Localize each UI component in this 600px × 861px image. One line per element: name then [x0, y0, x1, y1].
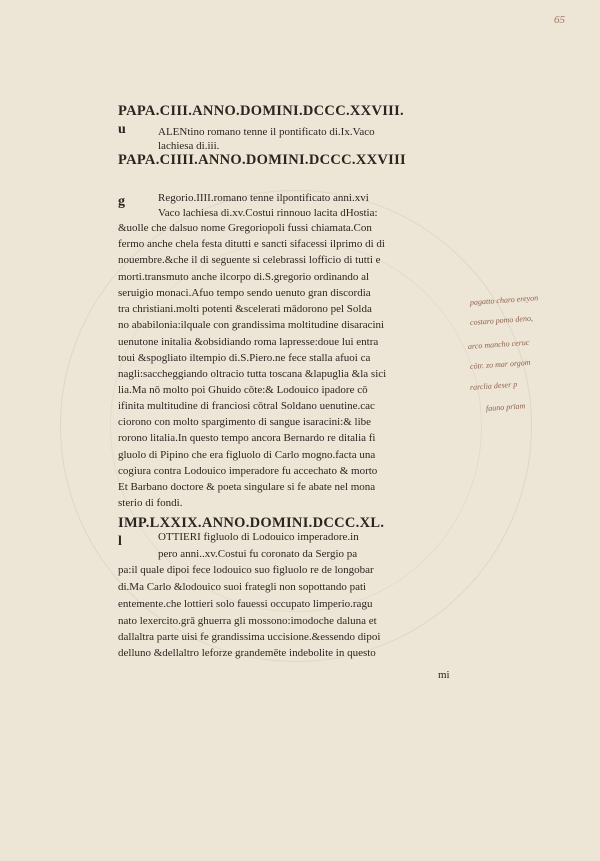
text-line: pero anni..xv.Costui fu coronato da Sergio pa [158, 548, 358, 560]
text-line: nato lexercito.grā ghuerra gli mossono:imodoche daluna et [118, 615, 377, 627]
text-line: no ababilonia:ilquale con grandissima moltitudine disaracini [118, 319, 385, 331]
text-line: cogiura contra Lodouico imperadore fu accechato & morto [118, 465, 378, 477]
section-heading: PAPA.CIII.ANNO.DOMINI.DCCC.XXVIII. [118, 103, 404, 119]
text-line: Vaco lachiesa di.xv.Costui rinnouo lacita dHostia: [158, 207, 378, 219]
text-line: lachiesa di.iii. [158, 140, 220, 152]
text-line: di.Ma Carlo &lodouico suoi frategli non sopottando pati [118, 581, 367, 593]
text-line: tra christiani.molti potenti &scelerati mādorono pel Solda [118, 303, 372, 315]
text-line: ciorono con molto spargimento di sangue isaracini:& libe [118, 416, 372, 428]
section-heading: PAPA.CIIII.ANNO.DOMINI.DCCC.XXVIII [118, 152, 406, 168]
text-line: sterio di fondi. [118, 497, 183, 509]
catchword: mi [438, 669, 450, 681]
text-line: dallaltra parte uisi fe grandissima uccisione.&essendo dipoi [118, 631, 381, 643]
section-heading: IMP.LXXIX.ANNO.DOMINI.DCCC.XL. [118, 515, 385, 531]
text-line: &uolle che dalsuo nome Gregoriopoli fussi chiamata.Con [118, 222, 372, 234]
text-line: Regorio.IIII.romano tenne ilpontificato anni.xvi [158, 192, 369, 204]
text-line: OTTIERI figluolo di Lodouico imperadore.in [158, 531, 359, 543]
guide-letter: u [118, 122, 126, 137]
text-line: pa:il quale dipoi fece lodouico suo figluolo re de longobar [118, 564, 374, 576]
text-line: nouembre.&che il di seguente si celebrassi lofficio di tutti e [118, 254, 381, 266]
text-line: lia.Ma nō molto poi Ghuido cōte:& Lodouico ipadore cō [118, 384, 368, 396]
handwritten-note: costaro pomo deno, [469, 313, 534, 327]
folio-number: 65 [554, 14, 565, 26]
handwritten-note: arco mancho ceruc [467, 337, 530, 351]
text-line: seruigio monaci.Afuo tempo sendo uenuto gran discordia [118, 287, 371, 299]
handwritten-note: pagatto charo ereyon [469, 293, 539, 307]
text-line: nagli:saccheggiando oltracio tutta toscana &lapuglia &la sici [118, 368, 387, 380]
guide-letter: l [118, 534, 122, 549]
text-line: uenutone initalia &obsidiando roma lapresse:doue lui entra [118, 336, 379, 348]
text-line: fermo anche chela festa ditutti e sancti sifacessi ilprimo di di [118, 238, 385, 250]
text-line: toui &spogliato iltempio di.S.Piero.ne fece stalla afuoi ca [118, 352, 371, 364]
text-line: gluolo di Pipino che era figluolo di Carlo mogno.facta una [118, 449, 376, 461]
text-line: rorono litalia.In questo tempo ancora Bernardo re ditalia fi [118, 432, 376, 444]
guide-letter: g [118, 194, 125, 209]
text-line: entemente.che lottieri solo fauessi occupato limperio.ragu [118, 598, 373, 610]
text-line: ALENtino romano tenne il pontificato di.Ix.Vaco [158, 126, 375, 138]
handwritten-note: cōtr. zo mar orgom [469, 357, 531, 371]
handwritten-note: rarclia deser p [469, 379, 518, 392]
text-line: morti.transmuto anche ilcorpo di.S.gregorio ordinando al [118, 271, 370, 283]
text-line: Et Barbano doctore & poeta singulare si fe abate nel mona [118, 481, 376, 493]
text-line: ifinita multitudine di franciosi cōtral Soldano uenutine.cac [118, 400, 375, 412]
text-line: delluno &dellaltro leforze grandemēte indebolite in questo [118, 647, 376, 659]
handwritten-note: fauno prīam [485, 401, 526, 413]
